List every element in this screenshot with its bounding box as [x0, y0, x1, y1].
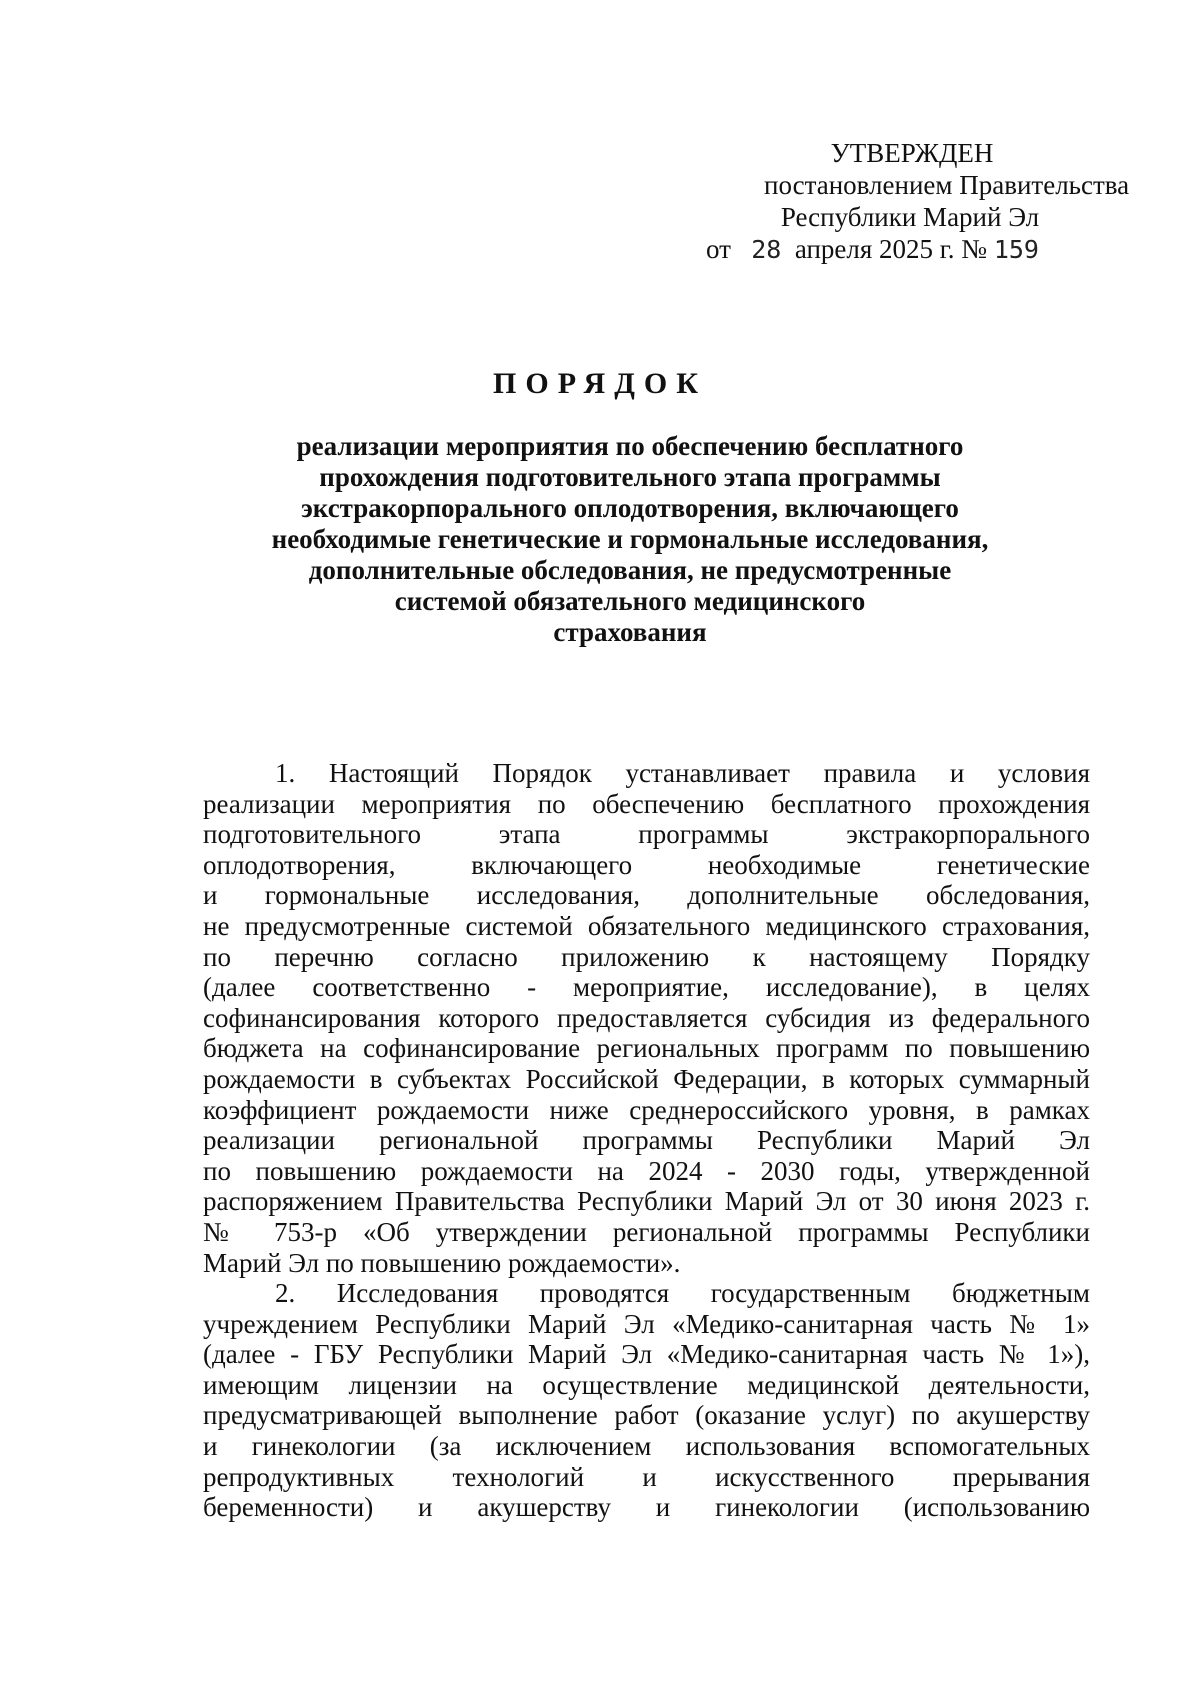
approval-issuer: постановлением Правительства: [764, 170, 1130, 200]
approval-heading: УТВЕРЖДЕН: [830, 138, 994, 168]
paragraph-line: предусматривающей выполнение работ (оказание услуг) по акушерству: [203, 1400, 1090, 1431]
paragraph-line: № 753-р «Об утверждении региональной программы Республики: [203, 1216, 1090, 1247]
subtitle-line: дополнительные обследования, не предусмотренные: [308, 555, 952, 585]
subtitle-line: экстракорпорального оплодотворения, включающего: [301, 493, 959, 523]
paragraph-line: 2. Исследования проводятся государственным бюджетным: [275, 1278, 1090, 1309]
approval-date-day: 28: [751, 235, 782, 264]
paragraph-line: не предусмотренные системой обязательного медицинского страхования,: [203, 910, 1090, 941]
paragraph-line: бюджета на софинансирование региональных программ по повышению: [203, 1033, 1090, 1064]
paragraph-line: репродуктивных технологий и искусственного прерывания: [203, 1461, 1090, 1492]
paragraph-line: по повышению рождаемости на 2024 - 2030 годы, утвержденной: [203, 1155, 1090, 1186]
document-title: ПОРЯДОК: [493, 367, 707, 400]
paragraph-line: рождаемости в субъектах Российской Федерации, в которых суммарный: [203, 1063, 1090, 1094]
paragraph-2: [203, 1278, 1090, 1523]
approval-date-prefix: от: [706, 234, 731, 264]
paragraph-line: (далее соответственно - мероприятие, исследование), в целях: [203, 972, 1090, 1003]
paragraph-line: по перечню согласно приложению к настоящему Порядку: [203, 941, 1090, 972]
approval-number: 159: [993, 235, 1039, 264]
paragraph-line: коэффициент рождаемости ниже среднероссийского уровня, в рамках: [203, 1094, 1090, 1125]
subtitle-line: системой обязательного медицинского: [394, 586, 866, 616]
paragraph-line: реализации мероприятия по обеспечению бесплатного прохождения: [203, 788, 1090, 819]
approval-stamp-block: [690, 137, 1130, 266]
paragraph-line: распоряжением Правительства Республики Марий Эл от 30 июня 2023 г.: [203, 1186, 1090, 1217]
paragraph-line: (далее - ГБУ Республики Марий Эл «Медико-санитарная часть № 1»),: [203, 1339, 1090, 1370]
paragraph-line: имеющим лицензии на осуществление медицинской деятельности,: [203, 1369, 1090, 1400]
paragraph-line: 1. Настоящий Порядок устанавливает правила и условия: [275, 758, 1090, 788]
paragraph-line: учреждением Республики Марий Эл «Медико-санитарная часть № 1»: [203, 1308, 1090, 1339]
paragraph-line: реализации региональной программы Республики Марий Эл: [203, 1125, 1090, 1156]
paragraph-line: софинансирования которого предоставляется субсидия из федерального: [203, 1002, 1090, 1033]
paragraph-line: подготовительного этапа программы экстракорпорального: [203, 819, 1090, 850]
paragraph-line: беременности) и акушерству и гинекологии (использованию: [203, 1492, 1090, 1523]
paragraph-line: и гормональные исследования, дополнительные обследования,: [203, 880, 1090, 911]
document-body: [203, 758, 1090, 1523]
subtitle-line: прохождения подготовительного этапа программы: [319, 462, 941, 492]
approval-date-month-year: апреля 2025 г. №: [794, 234, 988, 264]
subtitle-line: страхования: [553, 617, 707, 647]
subtitle-line: необходимые генетические и гормональные исследования,: [271, 524, 989, 554]
document-subtitle: [200, 431, 1060, 648]
paragraph-line: Марий Эл по повышению рождаемости».: [203, 1247, 681, 1278]
approval-date-line: [690, 233, 1090, 266]
paragraph-1: [203, 758, 1090, 1278]
paragraph-line: и гинекологии (за исключением использования вспомогательных: [203, 1431, 1090, 1462]
approval-region: Республики Марий Эл: [780, 202, 1040, 232]
paragraph-line: оплодотворения, включающего необходимые генетические: [203, 849, 1090, 880]
subtitle-line: реализации мероприятия по обеспечению бесплатного: [296, 431, 964, 461]
